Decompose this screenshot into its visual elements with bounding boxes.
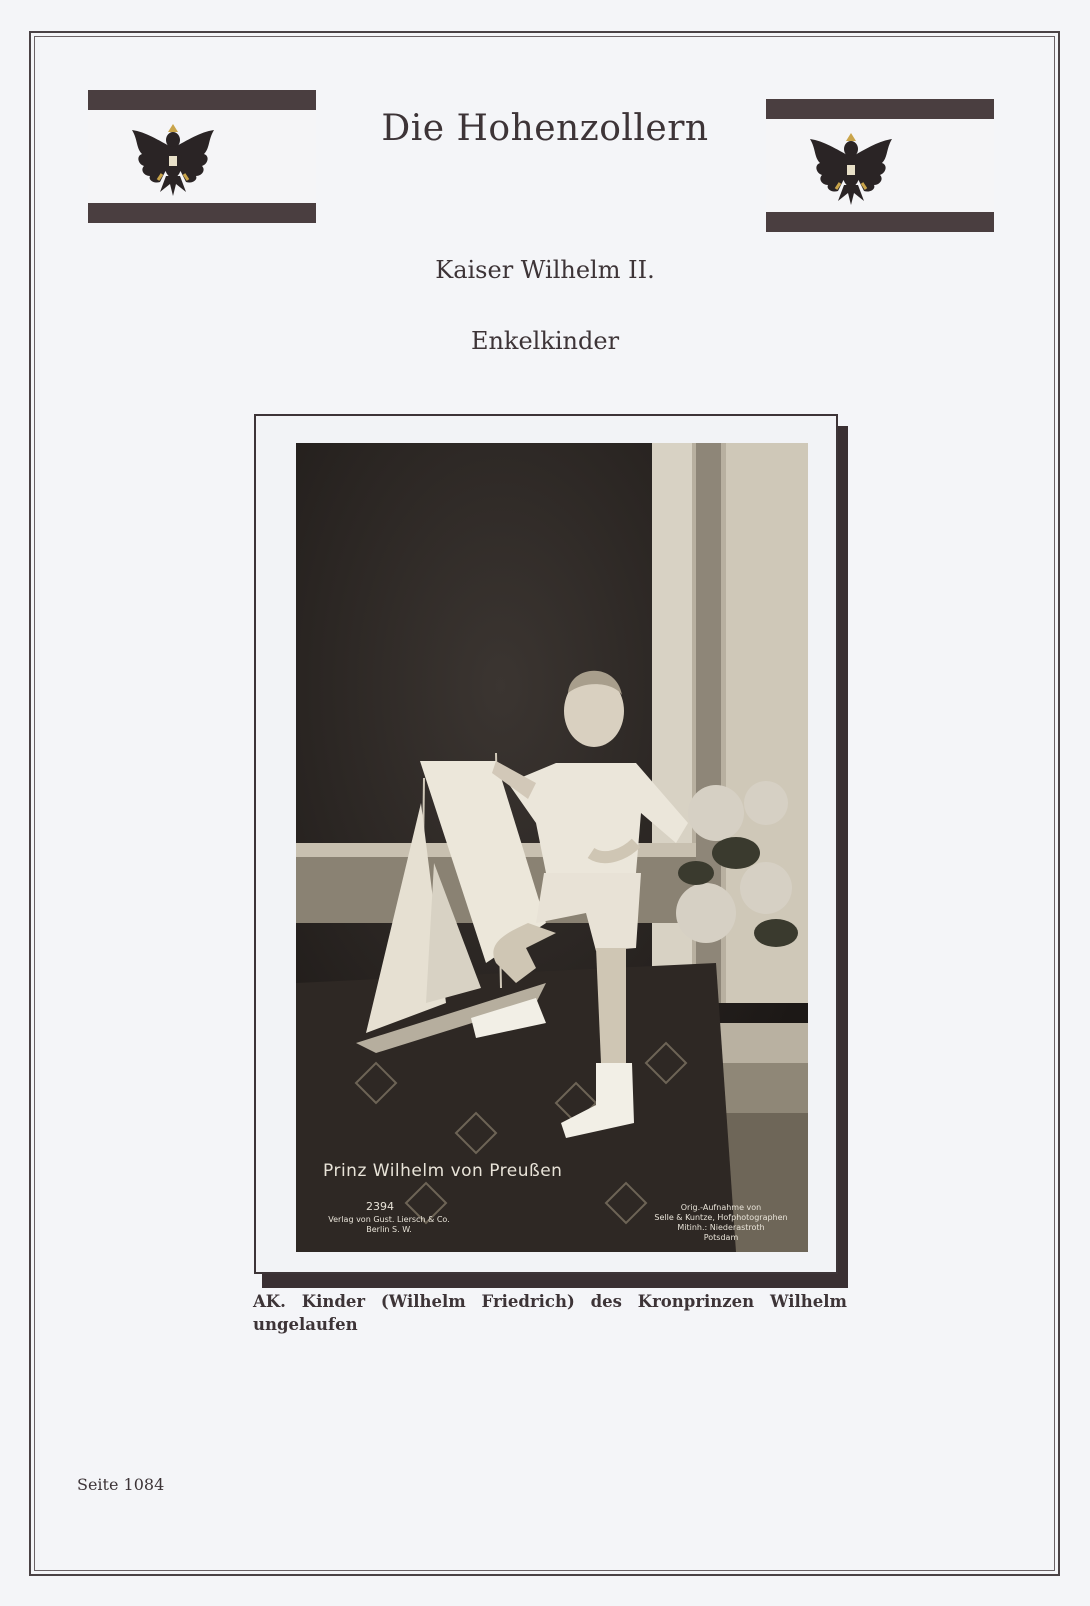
page-title: Die Hohenzollern <box>381 108 709 149</box>
description-line: AK. Kinder (Wilhelm Friedrich) des Kronprinzen Wilhelm <box>253 1292 847 1311</box>
publisher-line: Berlin S. W. <box>366 1225 412 1234</box>
prussian-eagle-icon <box>128 110 218 203</box>
postcard-publisher <box>314 1215 464 1235</box>
photo-illustration <box>296 443 808 1252</box>
publisher-line: Verlag von Gust. Liersch & Co. <box>328 1215 450 1224</box>
postcard-number: 2394 <box>366 1200 394 1213</box>
flag-stripe-top <box>88 90 316 110</box>
flag-right <box>766 99 994 232</box>
flag-stripe-bottom <box>88 203 316 223</box>
postcard-photo <box>296 443 808 1252</box>
page-number: Seite 1084 <box>77 1475 165 1494</box>
postcard-studio <box>646 1203 796 1243</box>
description-line: ungelaufen <box>253 1315 358 1334</box>
studio-line: Potsdam <box>703 1233 739 1242</box>
section-title: Enkelkinder <box>470 327 620 355</box>
prussian-eagle-icon <box>806 119 896 212</box>
studio-line: Orig.-Aufnahme von <box>680 1203 762 1212</box>
postcard-caption: Prinz Wilhelm von Preußen <box>323 1161 563 1181</box>
page-subtitle: Kaiser Wilhelm II. <box>435 256 655 284</box>
studio-line: Mitinh.: Niederastroth <box>677 1223 765 1232</box>
postcard-description <box>253 1290 847 1336</box>
flag-stripe-bottom <box>766 212 994 232</box>
flag-left <box>88 90 316 223</box>
studio-line: Selle & Kuntze, Hofphotographen <box>654 1213 788 1222</box>
flag-stripe-top <box>766 99 994 119</box>
